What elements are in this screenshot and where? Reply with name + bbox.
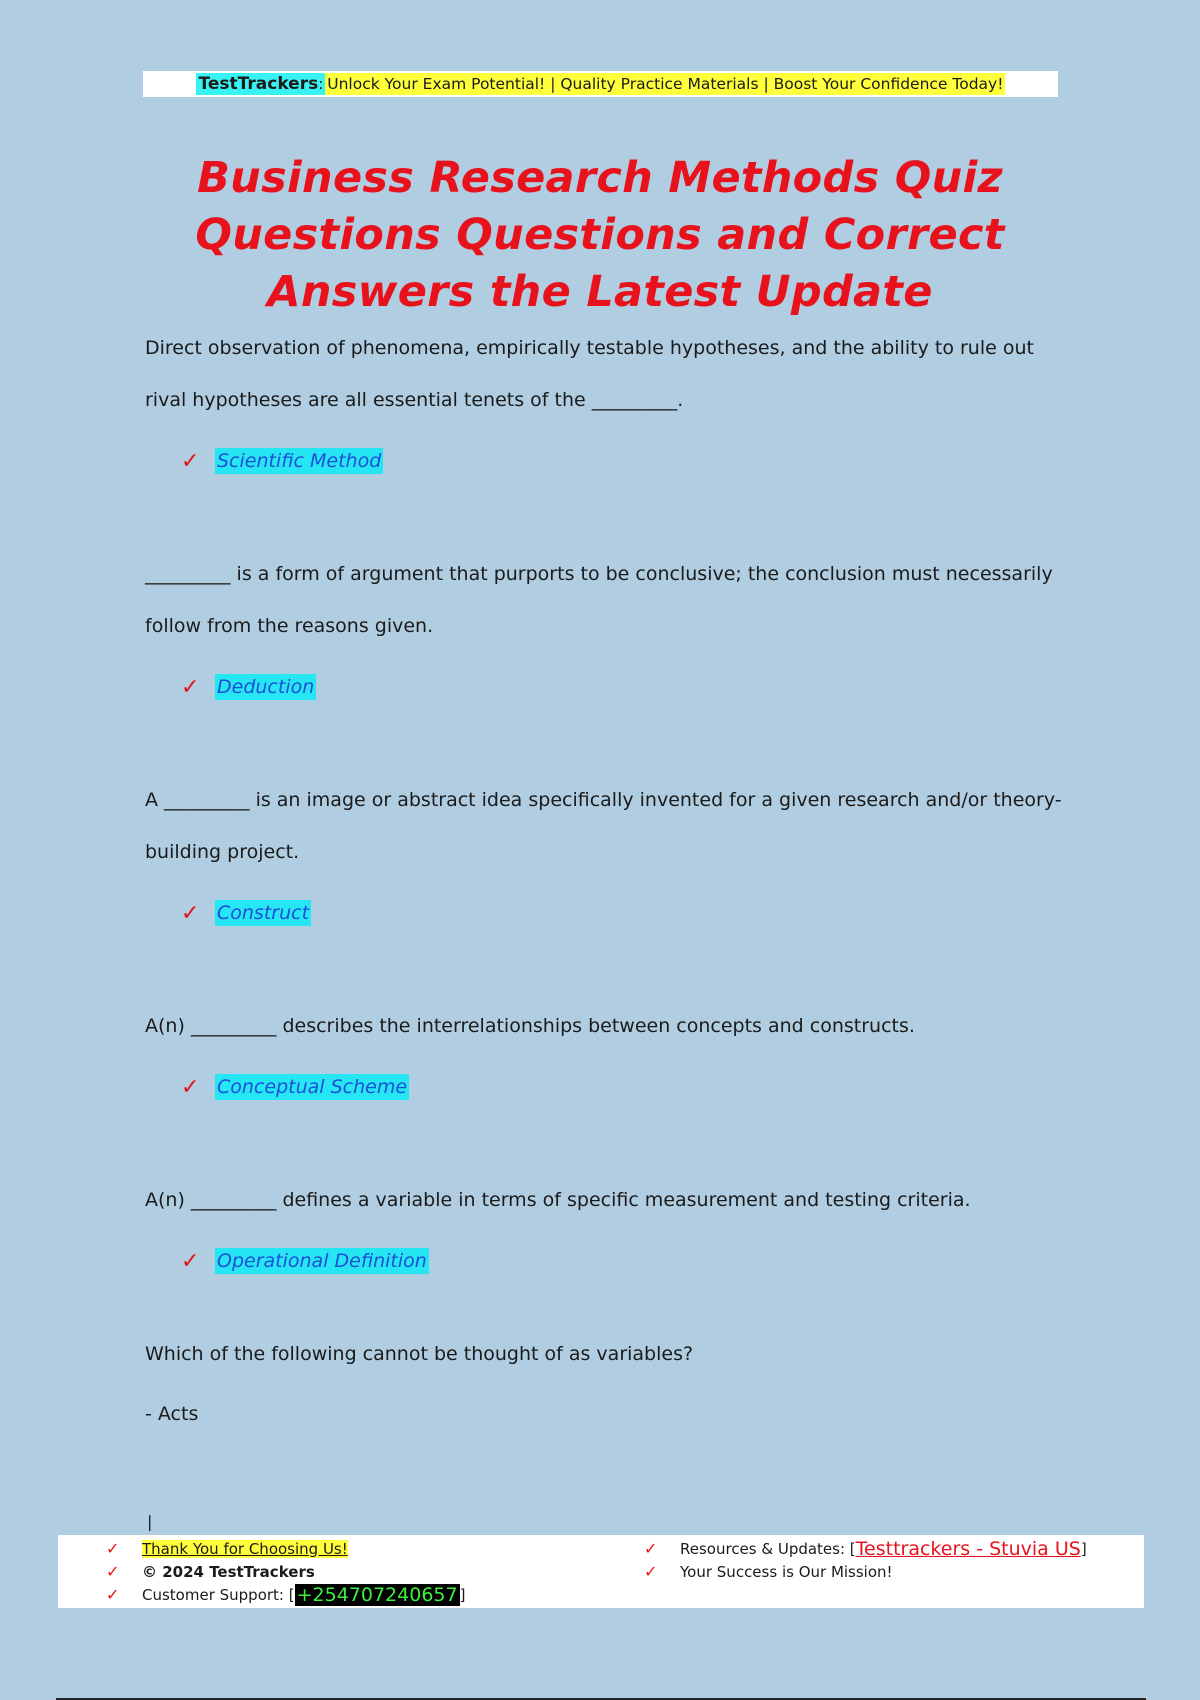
footer-left-column — [106, 1537, 465, 1606]
brand-name: TestTrackers: — [196, 73, 326, 95]
check-icon: ✓ — [644, 1539, 658, 1558]
question-text: A _________ is an image or abstract idea specifically invented for a given research and/or theory-building project. — [145, 789, 1062, 863]
thank-you-text: Thank You for Choosing Us! — [142, 1539, 348, 1558]
resources-link[interactable]: Testtrackers - Stuvia US — [855, 1537, 1081, 1560]
quiz-content — [145, 322, 1065, 1434]
answer-text: Deduction — [217, 676, 315, 698]
footer-line — [644, 1560, 1087, 1583]
answer-text: Scientific Method — [217, 450, 382, 472]
question-text: Direct observation of phenomena, empirically testable hypotheses, and the ability to rule out rival hypotheses are all essential tenets of the _________. — [145, 337, 1034, 411]
footer-line — [106, 1583, 465, 1606]
answer-row — [181, 670, 1065, 704]
resources-close: ] — [1080, 1539, 1087, 1558]
question-text: _________ is a form of argument that purports to be conclusive; the conclusion must necessarily follow from the reasons given. — [145, 563, 1053, 637]
header-banner — [143, 71, 1058, 97]
question-block — [145, 1000, 1065, 1104]
footer-line — [106, 1537, 465, 1560]
footer-right-column — [644, 1537, 1087, 1583]
support-label: Customer Support: [ — [142, 1585, 295, 1604]
answer-row — [181, 444, 1065, 478]
resources-label: Resources & Updates: [ — [680, 1539, 856, 1558]
check-icon: ✓ — [106, 1562, 120, 1581]
support-close: ] — [459, 1585, 466, 1604]
answer-row — [181, 896, 1065, 930]
mission-text: Your Success is Our Mission! — [680, 1562, 893, 1581]
question-text: Which of the following cannot be thought of as variables? — [145, 1343, 694, 1365]
check-icon: ✓ — [106, 1585, 120, 1604]
check-icon: ✓ — [181, 1074, 200, 1100]
check-icon: ✓ — [181, 674, 200, 700]
option-item: - Acts — [145, 1403, 199, 1425]
check-icon: ✓ — [644, 1562, 658, 1581]
footer-line — [106, 1560, 465, 1583]
page-footer — [58, 1535, 1144, 1608]
check-icon: ✓ — [181, 900, 200, 926]
question-block — [145, 322, 1065, 478]
copyright-text: © 2024 TestTrackers — [142, 1562, 315, 1581]
question-block — [145, 1328, 1065, 1434]
answer-row — [181, 1244, 1065, 1278]
check-icon: ✓ — [181, 1248, 200, 1274]
text-cursor: | — [147, 1512, 153, 1531]
check-icon: ✓ — [106, 1539, 120, 1558]
question-block — [145, 548, 1065, 704]
footer-line — [644, 1537, 1087, 1560]
document-title: Business Research Methods Quiz Questions Questions and Correct Answers the Latest Update — [195, 153, 1005, 317]
answer-row — [181, 1070, 1065, 1104]
answer-text: Construct — [217, 902, 310, 924]
support-phone[interactable]: +254707240657 — [296, 1583, 458, 1606]
answer-text: Operational Definition — [217, 1250, 427, 1272]
question-block — [145, 774, 1065, 930]
check-icon: ✓ — [181, 448, 200, 474]
question-text: A(n) _________ defines a variable in terms of specific measurement and testing criteria. — [145, 1189, 971, 1211]
question-block — [145, 1174, 1065, 1278]
banner-tagline: Unlock Your Exam Potential! | Quality Practice Materials | Boost Your Confidence Today! — [327, 75, 1004, 93]
question-text: A(n) _________ describes the interrelationships between concepts and constructs. — [145, 1015, 915, 1037]
answer-text: Conceptual Scheme — [217, 1076, 408, 1098]
